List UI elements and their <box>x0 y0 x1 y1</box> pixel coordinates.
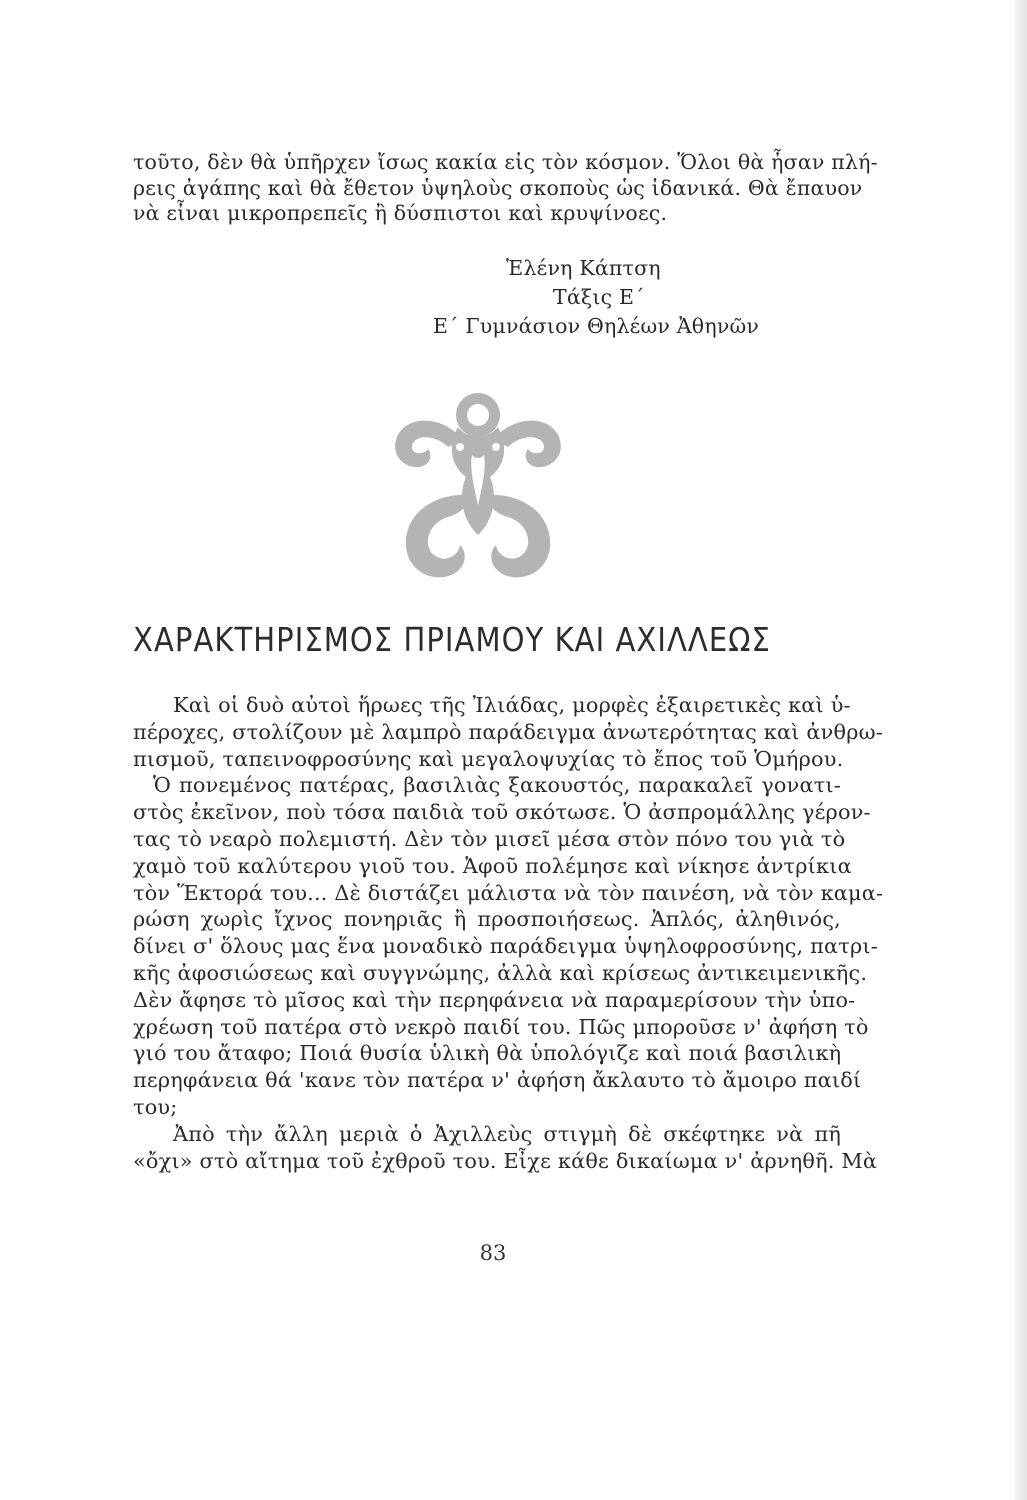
text-line: πέροχες, στολίζουν μὲ λαμπρὸ παράδειγμα ἀνωτερότητας καὶ ἀνθρω- <box>133 719 884 744</box>
text-line: γιό του ἄταφο; Ποιά θυσία ὑλικὴ θὰ ὑπολόγιζε καὶ ποιά βασιλικὴ <box>133 1041 842 1066</box>
text-line: πισμοῦ, ταπεινοφροσύνης καὶ μεγαλοψυχίας τὸ ἔπος τοῦ Ὁμήρου. <box>133 746 844 771</box>
text-line: τὸν Ἕκτορά του... Δὲ διστάζει μάλιστα νὰ τὸν παινέση, νὰ τὸν καμα- <box>133 880 884 905</box>
text-line: νὰ εἶναι μικροπρεπεῖς ἢ δύσπιστοι καὶ κρυψίνοες. <box>133 201 668 226</box>
text-line: τας τὸ νεαρὸ πολεμιστή. Δὲν τὸν μισεῖ μέσα στὸν πόνο του γιὰ τὸ <box>133 826 846 851</box>
text-line: Δὲν ἄφησε τὸ μῖσος καὶ τὴν περηφάνεια νὰ παραμερίσουν τὴν ὑπο- <box>133 987 856 1012</box>
author-name: Ἑλένη Κάπτση <box>506 256 661 280</box>
text-line: τοῦτο, δὲν θὰ ὑπῆρχεν ἴσως κακία εἰς τὸν κόσμον. Ὅλοι θὰ ἦσαν πλή- <box>133 150 878 174</box>
previous-essay-ending <box>133 150 878 338</box>
floral-ornament-icon <box>388 385 568 585</box>
text-line: Καὶ οἱ δυὸ αὐτοὶ ἥρωες τῆς Ἰλιάδας, μορφὲς ἐξαιρετικὲς καὶ ὑ- <box>173 693 851 717</box>
text-line: χρέωση τοῦ πατέρα στὸ νεκρὸ παιδί του. Πῶς μποροῦσε ν' ἀφήση τὸ <box>133 1014 869 1039</box>
author-signature <box>133 254 841 341</box>
text-line: ρώση χωρὶς ἴχνος πονηριᾶς ἢ προσποιήσεως. Ἁπλός, ἀληθινός, <box>133 907 841 932</box>
page-number: 83 <box>479 1241 507 1265</box>
text-line: «ὄχι» στὸ αἴτημα τοῦ ἐχθροῦ του. Εἶχε κάθε δικαίωμα ν' ἀρνηθῆ. Μὰ <box>133 1148 878 1173</box>
text-line: Ἀπὸ τὴν ἄλλη μεριὰ ὁ Ἀχιλλεὺς στιγμὴ δὲ σκέφτηκε νὰ πῆ <box>173 1121 841 1146</box>
text-line: Ὁ πονεμένος πατέρας, βασιλιὰς ξακουστός, παρακαλεῖ γονατι- <box>153 773 841 798</box>
text-line: του; <box>133 1094 178 1119</box>
text-line: χαμὸ τοῦ καλύτερου γιοῦ του. Ἀφοῦ πολέμησε καὶ νίκησε ἀντρίκια <box>133 853 852 878</box>
text-line: ρεις ἀγάπης καὶ θὰ ἔθετον ὑψηλοὺς σκοποὺς ὡς ἰδανικά. Θὰ ἔπαυον <box>133 175 863 200</box>
text-line: κῆς ἀφοσιώσεως καὶ συγγνώμης, ἀλλὰ καὶ κρίσεως ἀντικειμενικῆς. <box>133 960 868 985</box>
author-school: Ε΄ Γυμνάσιον Θηλέων Ἀθηνῶν <box>433 314 760 338</box>
text-line: δίνει σ' ὅλους μας ἕνα μοναδικὸ παράδειγμα ὑψηλοφροσύνης, πατρι- <box>133 934 878 959</box>
author-class: Τάξις Ε΄ <box>553 285 645 309</box>
essay-title: ΧΑΡΑΚΤΗΡΙΣΜΟΣ ΠΡΙΑΜΟΥ ΚΑΙ ΑΧΙΛΛΕΩΣ <box>133 620 771 659</box>
text-line: περηφάνεια θά 'κανε τὸν πατέρα ν' ἀφήση ἄκλαυτο τὸ ἄμοιρο παιδί <box>133 1068 862 1093</box>
essay-body <box>133 692 884 1174</box>
text-line: στὸς ἐκεῖνον, ποὺ τόσα παιδιὰ τοῦ σκότωσε. Ὁ ἀσπρομάλλης γέρον- <box>133 800 871 825</box>
page-edge <box>1015 0 1027 1500</box>
